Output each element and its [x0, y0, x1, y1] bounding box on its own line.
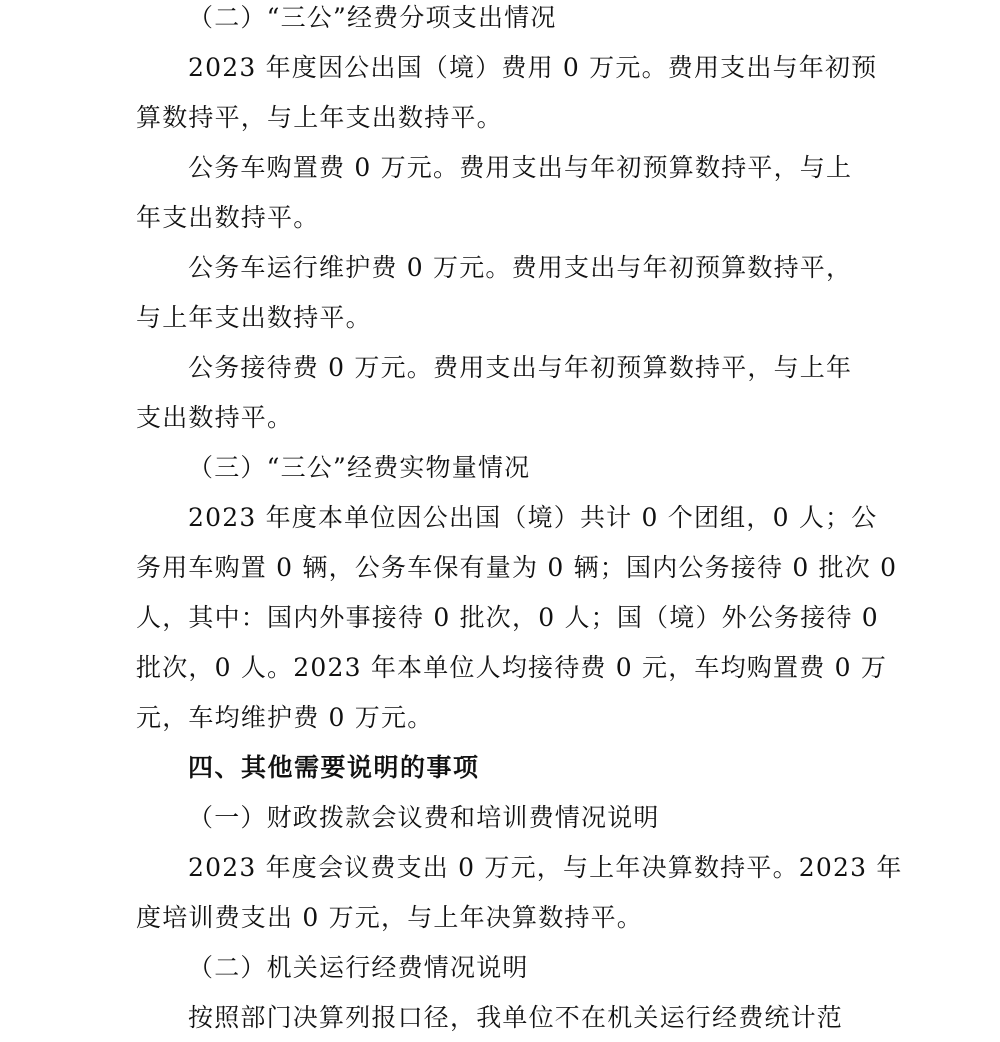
section-heading-other-matters: 四、其他需要说明的事项 — [188, 753, 480, 782]
subheading-sangong-items: （二）“三公”经费分项支出情况 — [188, 3, 557, 32]
paragraph-line: 公务车购置费 0 万元。费用支出与年初预算数持平，与上 — [188, 153, 853, 182]
paragraph-line: 2023 年度会议费支出 0 万元，与上年决算数持平。2023 年 — [188, 853, 903, 882]
paragraph-line: 与上年支出数持平。 — [136, 303, 372, 332]
paragraph-line: 元，车均维护费 0 万元。 — [136, 703, 434, 732]
paragraph-line: 公务接待费 0 万元。费用支出与年初预算数持平，与上年 — [188, 353, 853, 382]
paragraph-line: 度培训费支出 0 万元，与上年决算数持平。 — [136, 903, 644, 932]
paragraph-line: 批次，0 人。2023 年本单位人均接待费 0 元，车均购置费 0 万 — [136, 653, 888, 682]
paragraph-line: 支出数持平。 — [136, 403, 294, 432]
paragraph-line: 公务车运行维护费 0 万元。费用支出与年初预算数持平， — [188, 253, 853, 282]
paragraph-line: 算数持平，与上年支出数持平。 — [136, 103, 503, 132]
subheading-sangong-physical: （三）“三公”经费实物量情况 — [188, 453, 531, 482]
paragraph-line: 年支出数持平。 — [136, 203, 320, 232]
paragraph-line: 2023 年度因公出国（境）费用 0 万元。费用支出与年初预 — [188, 53, 878, 82]
subheading-agency-operation: （二）机关运行经费情况说明 — [188, 953, 529, 982]
paragraph-line: 人，其中：国内外事接待 0 批次，0 人；国（境）外公务接待 0 — [136, 603, 879, 632]
paragraph-line: 按照部门决算列报口径，我单位不在机关运行经费统计范 — [188, 1003, 844, 1032]
subheading-meeting-training: （一）财政拨款会议费和培训费情况说明 — [188, 803, 660, 832]
paragraph-line: 2023 年度本单位因公出国（境）共计 0 个团组，0 人；公 — [188, 503, 878, 532]
paragraph-line: 务用车购置 0 辆，公务车保有量为 0 辆；国内公务接待 0 批次 0 — [136, 553, 898, 582]
